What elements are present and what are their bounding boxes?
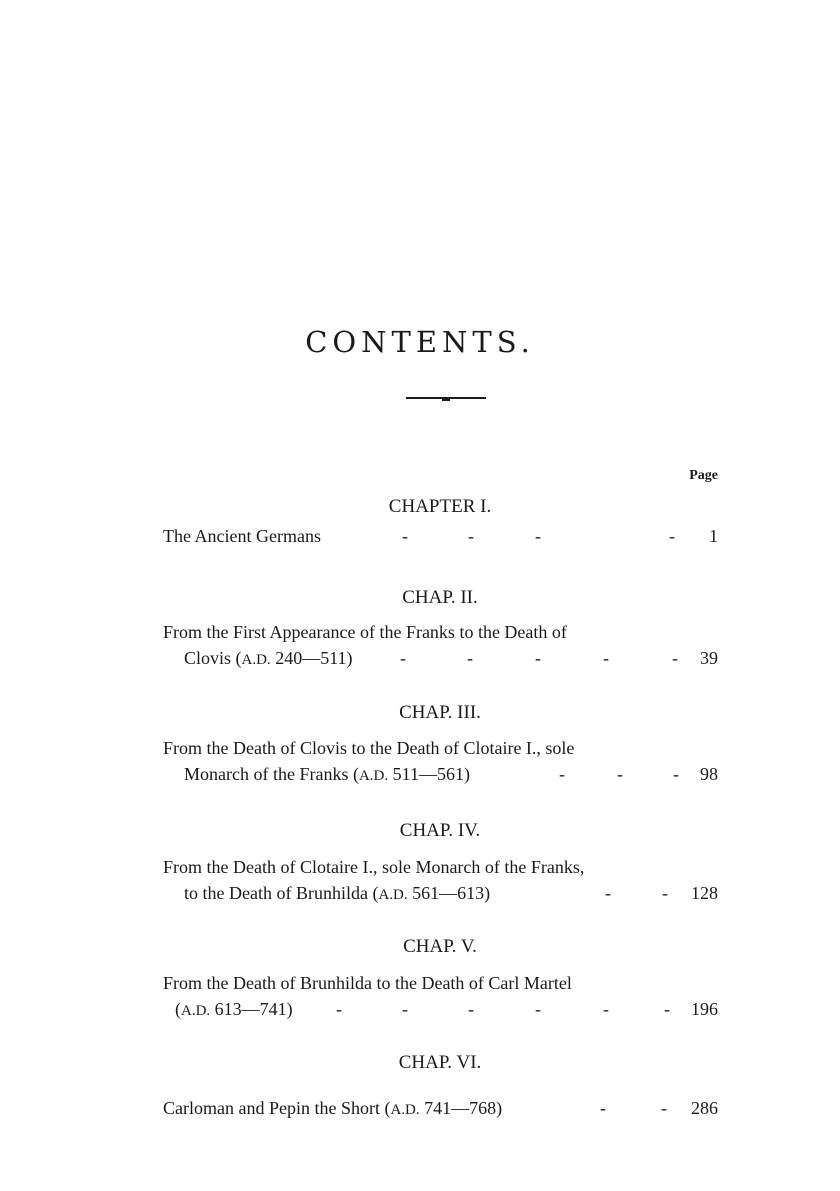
leader-dash: - xyxy=(402,999,408,1019)
page-number: 98 xyxy=(700,764,718,784)
leader-dash: - xyxy=(603,999,609,1019)
page-number: 1 xyxy=(709,526,718,546)
leader-dash: - xyxy=(559,764,565,784)
entry-text: to the Death of Brunhilda ( xyxy=(184,883,379,903)
leader-dash: - xyxy=(673,764,679,784)
leader-dash: - xyxy=(400,648,406,668)
leader-dash: - xyxy=(664,999,670,1019)
leader-dash: - xyxy=(535,526,541,546)
leader-dash: - xyxy=(617,764,623,784)
entry-dates: 613—741) xyxy=(210,999,293,1019)
entry-dates: 511—561) xyxy=(388,764,470,784)
leader-dash: - xyxy=(672,648,678,668)
leader-dash: - xyxy=(605,883,611,903)
page-number: 39 xyxy=(700,648,718,668)
entry-text: ( xyxy=(175,999,181,1019)
era-abbrev: A.D. xyxy=(241,652,271,668)
leader-dash: - xyxy=(467,648,473,668)
entry-title: The Ancient Germans xyxy=(163,526,321,546)
leader-dash: - xyxy=(535,999,541,1019)
leader-dash: - xyxy=(600,1098,606,1118)
entry-title: From the Death of Clotaire I., sole Monarch of the Franks, xyxy=(163,857,585,877)
leader-dash: - xyxy=(468,526,474,546)
page-title: CONTENTS. xyxy=(305,325,535,359)
entry-title: From the Death of Clovis to the Death of Clotaire I., sole xyxy=(163,738,575,758)
entry-text: Clovis ( xyxy=(184,648,242,668)
chapter-heading: CHAP. III. xyxy=(399,702,481,723)
chapter-heading: CHAP. II. xyxy=(402,587,478,608)
entry-title-continued xyxy=(184,646,353,672)
leader-dash: - xyxy=(661,1098,667,1118)
entry-dates: 741—768) xyxy=(419,1098,503,1118)
page-number: 128 xyxy=(691,883,718,903)
entry-text: Monarch of the Franks ( xyxy=(184,764,359,784)
chapter-heading: CHAPTER I. xyxy=(388,496,492,517)
era-abbrev: A.D. xyxy=(390,1102,420,1118)
era-abbrev: A.D. xyxy=(358,768,389,784)
entry-title xyxy=(163,1096,502,1122)
chapter-heading: CHAP. IV. xyxy=(399,820,481,841)
entry-title-continued xyxy=(184,881,490,907)
entry-dates: 561—613) xyxy=(407,883,491,903)
leader-dash: - xyxy=(603,648,609,668)
entry-title-continued xyxy=(175,997,293,1023)
leader-dash: - xyxy=(336,999,342,1019)
page-number: 286 xyxy=(691,1098,718,1118)
era-abbrev: A.D. xyxy=(378,887,408,903)
leader-dash: - xyxy=(468,999,474,1019)
leader-dash: - xyxy=(662,883,668,903)
leader-dash: - xyxy=(535,648,541,668)
chapter-heading: CHAP. VI. xyxy=(398,1052,482,1073)
entry-title: From the First Appearance of the Franks to the Death of xyxy=(163,622,567,642)
chapter-heading: CHAP. V. xyxy=(403,936,477,957)
page-number: 196 xyxy=(691,999,718,1019)
leader-dash: - xyxy=(402,526,408,546)
entry-title: From the Death of Brunhilda to the Death of Carl Martel xyxy=(163,973,572,993)
entry-title-continued xyxy=(184,762,470,788)
entry-text: Carloman and Pepin the Short ( xyxy=(163,1098,391,1118)
leader-dash: - xyxy=(669,526,675,546)
era-abbrev: A.D. xyxy=(181,1003,211,1019)
entry-dates: 240—511) xyxy=(270,648,353,668)
page-column-label: Page xyxy=(689,468,718,483)
title-ornament-rule xyxy=(406,397,486,399)
